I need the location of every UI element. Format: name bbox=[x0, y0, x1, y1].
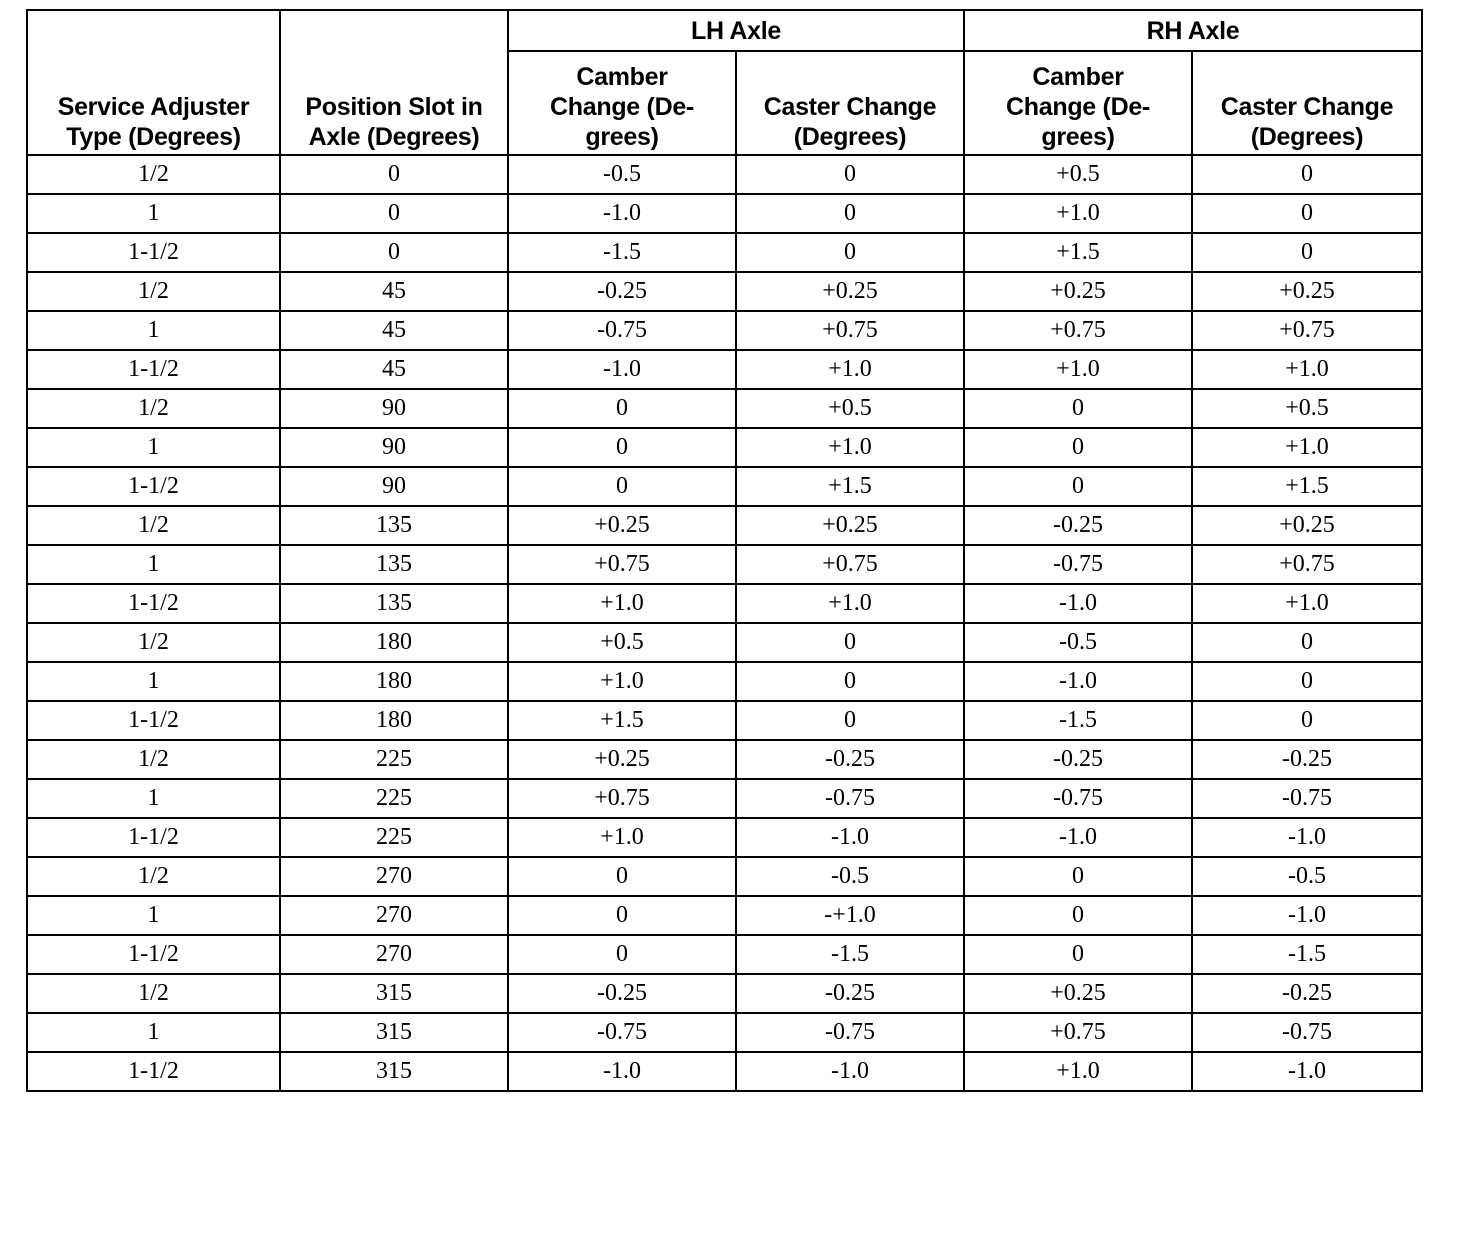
table-row bbox=[27, 1052, 1422, 1091]
table-body bbox=[27, 155, 1422, 1091]
cell-rh-caster: 0 bbox=[1192, 623, 1422, 662]
cell-position-slot: 0 bbox=[280, 233, 508, 272]
cell-lh-camber: -1.0 bbox=[508, 1052, 736, 1091]
cell-position-slot: 0 bbox=[280, 155, 508, 194]
cell-lh-camber: -1.5 bbox=[508, 233, 736, 272]
cell-rh-camber: -1.0 bbox=[964, 584, 1192, 623]
header-rh-axle: RH Axle bbox=[964, 10, 1422, 51]
table-row bbox=[27, 350, 1422, 389]
table-row bbox=[27, 623, 1422, 662]
cell-position-slot: 270 bbox=[280, 896, 508, 935]
cell-rh-camber: 0 bbox=[964, 935, 1192, 974]
cell-lh-caster: +0.25 bbox=[736, 272, 964, 311]
header-service-adjuster-line-1: Service Adjuster bbox=[57, 93, 250, 121]
table-row bbox=[27, 974, 1422, 1013]
cell-adjuster-type: 1/2 bbox=[27, 389, 280, 428]
cell-position-slot: 225 bbox=[280, 779, 508, 818]
table-row bbox=[27, 740, 1422, 779]
cell-lh-caster: +0.75 bbox=[736, 311, 964, 350]
header-rh-camber-line-3: grees) bbox=[1041, 123, 1115, 151]
header-rh-camber-line-2: Change (De- bbox=[1006, 93, 1150, 121]
cell-lh-caster: 0 bbox=[736, 701, 964, 740]
cell-rh-camber: 0 bbox=[964, 389, 1192, 428]
cell-adjuster-type: 1-1/2 bbox=[27, 350, 280, 389]
cell-rh-caster: 0 bbox=[1192, 662, 1422, 701]
cell-lh-camber: 0 bbox=[508, 935, 736, 974]
cell-lh-camber: +1.0 bbox=[508, 818, 736, 857]
cell-adjuster-type: 1/2 bbox=[27, 740, 280, 779]
table-row bbox=[27, 506, 1422, 545]
table-row bbox=[27, 896, 1422, 935]
cell-lh-caster: -0.75 bbox=[736, 1013, 964, 1052]
table-row bbox=[27, 1013, 1422, 1052]
cell-lh-caster: 0 bbox=[736, 155, 964, 194]
cell-adjuster-type: 1 bbox=[27, 311, 280, 350]
cell-lh-camber: +0.25 bbox=[508, 506, 736, 545]
cell-adjuster-type: 1 bbox=[27, 428, 280, 467]
cell-position-slot: 315 bbox=[280, 1013, 508, 1052]
cell-lh-camber: -0.5 bbox=[508, 155, 736, 194]
header-lh-camber-change bbox=[508, 51, 736, 155]
cell-rh-camber: -0.75 bbox=[964, 779, 1192, 818]
cell-lh-caster: -0.25 bbox=[736, 740, 964, 779]
cell-rh-caster: -0.25 bbox=[1192, 974, 1422, 1013]
cell-adjuster-type: 1 bbox=[27, 896, 280, 935]
cell-lh-camber: +0.5 bbox=[508, 623, 736, 662]
cell-rh-caster: 0 bbox=[1192, 194, 1422, 233]
header-lh-caster-change bbox=[736, 51, 964, 155]
cell-lh-caster: -1.0 bbox=[736, 818, 964, 857]
table-row bbox=[27, 467, 1422, 506]
cell-rh-caster: -0.75 bbox=[1192, 1013, 1422, 1052]
cell-rh-camber: -1.0 bbox=[964, 662, 1192, 701]
cell-lh-caster: -0.25 bbox=[736, 974, 964, 1013]
cell-lh-caster: 0 bbox=[736, 194, 964, 233]
cell-adjuster-type: 1 bbox=[27, 779, 280, 818]
cell-rh-camber: -0.5 bbox=[964, 623, 1192, 662]
cell-rh-camber: +1.0 bbox=[964, 350, 1192, 389]
cell-rh-caster: -1.0 bbox=[1192, 896, 1422, 935]
cell-rh-caster: -1.0 bbox=[1192, 1052, 1422, 1091]
table-row bbox=[27, 272, 1422, 311]
cell-adjuster-type: 1 bbox=[27, 662, 280, 701]
cell-lh-caster: -+1.0 bbox=[736, 896, 964, 935]
cell-rh-caster: +1.0 bbox=[1192, 350, 1422, 389]
table-row bbox=[27, 662, 1422, 701]
cell-rh-camber: 0 bbox=[964, 857, 1192, 896]
cell-adjuster-type: 1-1/2 bbox=[27, 818, 280, 857]
cell-lh-camber: 0 bbox=[508, 467, 736, 506]
cell-position-slot: 45 bbox=[280, 272, 508, 311]
cell-lh-caster: +1.0 bbox=[736, 350, 964, 389]
cell-lh-caster: -0.5 bbox=[736, 857, 964, 896]
cell-rh-caster: 0 bbox=[1192, 233, 1422, 272]
cell-adjuster-type: 1 bbox=[27, 1013, 280, 1052]
cell-position-slot: 270 bbox=[280, 857, 508, 896]
header-service-adjuster-type bbox=[27, 10, 280, 155]
cell-adjuster-type: 1 bbox=[27, 194, 280, 233]
cell-adjuster-type: 1-1/2 bbox=[27, 935, 280, 974]
cell-lh-camber: +1.0 bbox=[508, 584, 736, 623]
cell-rh-camber: 0 bbox=[964, 896, 1192, 935]
cell-rh-camber: -1.0 bbox=[964, 818, 1192, 857]
cell-position-slot: 45 bbox=[280, 350, 508, 389]
cell-lh-camber: +0.75 bbox=[508, 779, 736, 818]
table-row bbox=[27, 389, 1422, 428]
cell-position-slot: 45 bbox=[280, 311, 508, 350]
cell-rh-camber: +0.25 bbox=[964, 974, 1192, 1013]
cell-position-slot: 180 bbox=[280, 623, 508, 662]
table-row bbox=[27, 311, 1422, 350]
cell-lh-caster: -0.75 bbox=[736, 779, 964, 818]
cell-rh-caster: -0.5 bbox=[1192, 857, 1422, 896]
cell-lh-camber: 0 bbox=[508, 896, 736, 935]
cell-lh-caster: 0 bbox=[736, 662, 964, 701]
cell-position-slot: 135 bbox=[280, 506, 508, 545]
cell-adjuster-type: 1-1/2 bbox=[27, 1052, 280, 1091]
cell-position-slot: 180 bbox=[280, 662, 508, 701]
cell-lh-caster: -1.0 bbox=[736, 1052, 964, 1091]
header-lh-caster-line-2: (Degrees) bbox=[793, 123, 907, 151]
cell-rh-caster: -0.25 bbox=[1192, 740, 1422, 779]
table-row bbox=[27, 818, 1422, 857]
header-lh-camber-line-2: Change (De- bbox=[550, 93, 694, 121]
cell-rh-caster: +1.5 bbox=[1192, 467, 1422, 506]
cell-rh-camber: 0 bbox=[964, 467, 1192, 506]
cell-rh-caster: +0.75 bbox=[1192, 545, 1422, 584]
cell-position-slot: 270 bbox=[280, 935, 508, 974]
table-row bbox=[27, 545, 1422, 584]
cell-position-slot: 315 bbox=[280, 1052, 508, 1091]
cell-lh-caster: 0 bbox=[736, 623, 964, 662]
header-position-slot bbox=[280, 10, 508, 155]
cell-adjuster-type: 1/2 bbox=[27, 506, 280, 545]
cell-lh-camber: +1.0 bbox=[508, 662, 736, 701]
table-row bbox=[27, 428, 1422, 467]
cell-position-slot: 90 bbox=[280, 467, 508, 506]
header-rh-camber-line-1: Camber bbox=[1032, 63, 1124, 91]
cell-lh-camber: +0.75 bbox=[508, 545, 736, 584]
cell-rh-camber: +0.25 bbox=[964, 272, 1192, 311]
cell-lh-camber: -0.25 bbox=[508, 272, 736, 311]
table-row bbox=[27, 935, 1422, 974]
header-rh-caster-change bbox=[1192, 51, 1422, 155]
cell-adjuster-type: 1/2 bbox=[27, 623, 280, 662]
cell-rh-caster: +0.25 bbox=[1192, 506, 1422, 545]
cell-adjuster-type: 1-1/2 bbox=[27, 467, 280, 506]
cell-lh-caster: +0.5 bbox=[736, 389, 964, 428]
cell-lh-camber: -1.0 bbox=[508, 350, 736, 389]
cell-position-slot: 90 bbox=[280, 428, 508, 467]
cell-rh-caster: -1.0 bbox=[1192, 818, 1422, 857]
cell-lh-camber: 0 bbox=[508, 389, 736, 428]
cell-rh-camber: +0.75 bbox=[964, 311, 1192, 350]
cell-lh-camber: -1.0 bbox=[508, 194, 736, 233]
cell-rh-camber: -0.25 bbox=[964, 506, 1192, 545]
cell-rh-camber: +1.0 bbox=[964, 194, 1192, 233]
cell-adjuster-type: 1 bbox=[27, 545, 280, 584]
cell-lh-caster: +1.0 bbox=[736, 428, 964, 467]
header-rh-caster-line-1: Caster Change bbox=[1220, 93, 1394, 121]
cell-position-slot: 180 bbox=[280, 701, 508, 740]
cell-adjuster-type: 1/2 bbox=[27, 857, 280, 896]
header-position-slot-line-2: Axle (Degrees) bbox=[308, 123, 480, 151]
table-row bbox=[27, 233, 1422, 272]
cell-rh-camber: +1.5 bbox=[964, 233, 1192, 272]
header-rh-caster-line-2: (Degrees) bbox=[1250, 123, 1364, 151]
table-row bbox=[27, 584, 1422, 623]
cell-lh-caster: -1.5 bbox=[736, 935, 964, 974]
cell-lh-camber: 0 bbox=[508, 428, 736, 467]
cell-lh-camber: +0.25 bbox=[508, 740, 736, 779]
cell-rh-camber: -0.25 bbox=[964, 740, 1192, 779]
cell-position-slot: 90 bbox=[280, 389, 508, 428]
table-header bbox=[27, 10, 1422, 155]
cell-rh-camber: 0 bbox=[964, 428, 1192, 467]
alignment-adjustment-table bbox=[26, 9, 1423, 1092]
header-rh-camber-change bbox=[964, 51, 1192, 155]
table-row bbox=[27, 779, 1422, 818]
cell-rh-caster: +0.5 bbox=[1192, 389, 1422, 428]
cell-adjuster-type: 1/2 bbox=[27, 974, 280, 1013]
header-lh-camber-line-3: grees) bbox=[585, 123, 659, 151]
cell-lh-camber: -0.25 bbox=[508, 974, 736, 1013]
cell-rh-camber: -1.5 bbox=[964, 701, 1192, 740]
header-position-slot-line-1: Position Slot in bbox=[305, 93, 483, 121]
cell-lh-camber: +1.5 bbox=[508, 701, 736, 740]
cell-rh-camber: +1.0 bbox=[964, 1052, 1192, 1091]
cell-position-slot: 225 bbox=[280, 740, 508, 779]
header-lh-axle: LH Axle bbox=[508, 10, 964, 51]
cell-position-slot: 135 bbox=[280, 545, 508, 584]
cell-adjuster-type: 1-1/2 bbox=[27, 584, 280, 623]
cell-lh-caster: +1.0 bbox=[736, 584, 964, 623]
cell-lh-caster: +0.25 bbox=[736, 506, 964, 545]
table-row bbox=[27, 857, 1422, 896]
cell-lh-caster: 0 bbox=[736, 233, 964, 272]
cell-rh-camber: -0.75 bbox=[964, 545, 1192, 584]
cell-rh-caster: 0 bbox=[1192, 155, 1422, 194]
cell-rh-caster: +0.25 bbox=[1192, 272, 1422, 311]
cell-rh-camber: +0.75 bbox=[964, 1013, 1192, 1052]
header-service-adjuster-line-2: Type (Degrees) bbox=[66, 123, 241, 151]
cell-rh-caster: +0.75 bbox=[1192, 311, 1422, 350]
cell-position-slot: 0 bbox=[280, 194, 508, 233]
cell-adjuster-type: 1-1/2 bbox=[27, 701, 280, 740]
cell-position-slot: 135 bbox=[280, 584, 508, 623]
cell-rh-camber: +0.5 bbox=[964, 155, 1192, 194]
cell-rh-caster: 0 bbox=[1192, 701, 1422, 740]
cell-lh-caster: +1.5 bbox=[736, 467, 964, 506]
cell-lh-camber: -0.75 bbox=[508, 1013, 736, 1052]
cell-rh-caster: -1.5 bbox=[1192, 935, 1422, 974]
cell-position-slot: 225 bbox=[280, 818, 508, 857]
cell-adjuster-type: 1/2 bbox=[27, 155, 280, 194]
cell-rh-caster: +1.0 bbox=[1192, 584, 1422, 623]
cell-position-slot: 315 bbox=[280, 974, 508, 1013]
cell-lh-caster: +0.75 bbox=[736, 545, 964, 584]
table-row bbox=[27, 701, 1422, 740]
cell-rh-caster: -0.75 bbox=[1192, 779, 1422, 818]
cell-rh-caster: +1.0 bbox=[1192, 428, 1422, 467]
cell-adjuster-type: 1-1/2 bbox=[27, 233, 280, 272]
cell-adjuster-type: 1/2 bbox=[27, 272, 280, 311]
table-row bbox=[27, 155, 1422, 194]
header-lh-camber-line-1: Camber bbox=[576, 63, 668, 91]
cell-lh-camber: -0.75 bbox=[508, 311, 736, 350]
header-lh-caster-line-1: Caster Change bbox=[763, 93, 937, 121]
cell-lh-camber: 0 bbox=[508, 857, 736, 896]
table-row bbox=[27, 194, 1422, 233]
header-row-groups bbox=[27, 10, 1422, 51]
